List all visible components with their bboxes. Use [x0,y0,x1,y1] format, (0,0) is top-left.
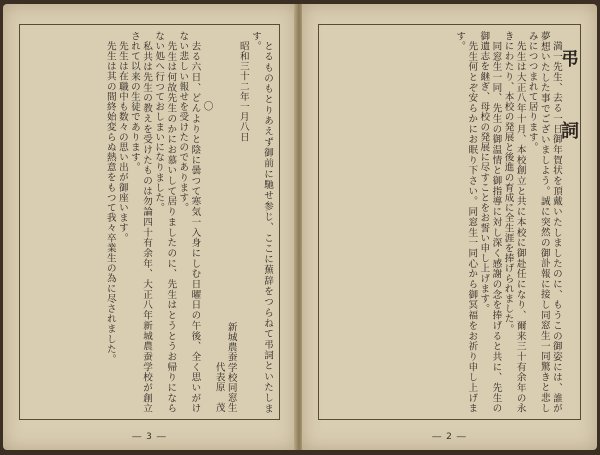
signature-line [213,31,225,413]
left-page-frame [19,24,280,420]
page-title: 弔 詞 [558,49,579,164]
right-page-frame [318,24,581,420]
right-paragraph: 先生は大正八年十月、本校創立と共に本校に御赴任になり、爾来三十有余年の永きにわたり、本校の発展と後進の育成に全生涯を捧げられました。 [502,31,526,413]
signature-role: 代表 [213,362,225,383]
left-page-text [26,31,273,413]
date: 昭和三十二年一月八日 [237,41,249,142]
right-page-text [325,31,579,413]
left-paragraph: 先生は其の間終始変らぬ熱意をもつて我々卒業生の為に尽されました。 [104,40,116,364]
left-page [3,4,296,450]
page-number-right: ― 2 ― [432,432,467,442]
signature-name: 原 茂 [213,382,225,413]
signature-org: 新城農蚕学校同窓生 [225,322,237,413]
right-paragraph: 満一先生、去る一日御年賀状を頂戴いたしましたのに、もうこの御姿には、誰が夢想いたした事でございましよう。誠に突然の御訃報に接し同窓生一同驚きと悲しみにつつまれて居ります。 [526,31,562,413]
left-paragraph: 先生は在職中も数々の思い出が御座います。 [116,40,128,243]
section-mark: 〇 [201,100,213,111]
left-paragraph: 先生は何故先生のかにお慕いして居りましたのに、先生はとうとうお帰りにならない処へ行つておしまいになりました。 [153,31,177,413]
left-paragraph: とるものもとりあえず御前に馳せ参じ、ここに蕪辞をつらねて弔詞といたします。 [249,31,273,413]
page-number-left: ― 3 ― [132,432,167,442]
right-page [302,4,597,450]
left-paragraph: 私共は先生の教えを受けたものは勿論四十有余年、大正八年新城農蚕学校が創立されて以来の生徒であります。 [128,31,153,413]
right-paragraph: 同窓生一同、先生の御温情と御指導に対し深く感謝の念を捧げると共に、先生の御遺志を継ぎ、母校の発展に尽すことをお誓い申し上げます。 [478,31,502,413]
right-paragraph: 先生何とぞ安らかにお眠り下さい。同窓生一同心から御冥福をお祈り申し上げます。 [454,31,478,413]
left-paragraph: 去る六日、どんよりと陰に曇つて寒気一入身にしむ日曜日の午後、全く思いがけない悲しい報せを受けたのであります。 [177,31,201,413]
